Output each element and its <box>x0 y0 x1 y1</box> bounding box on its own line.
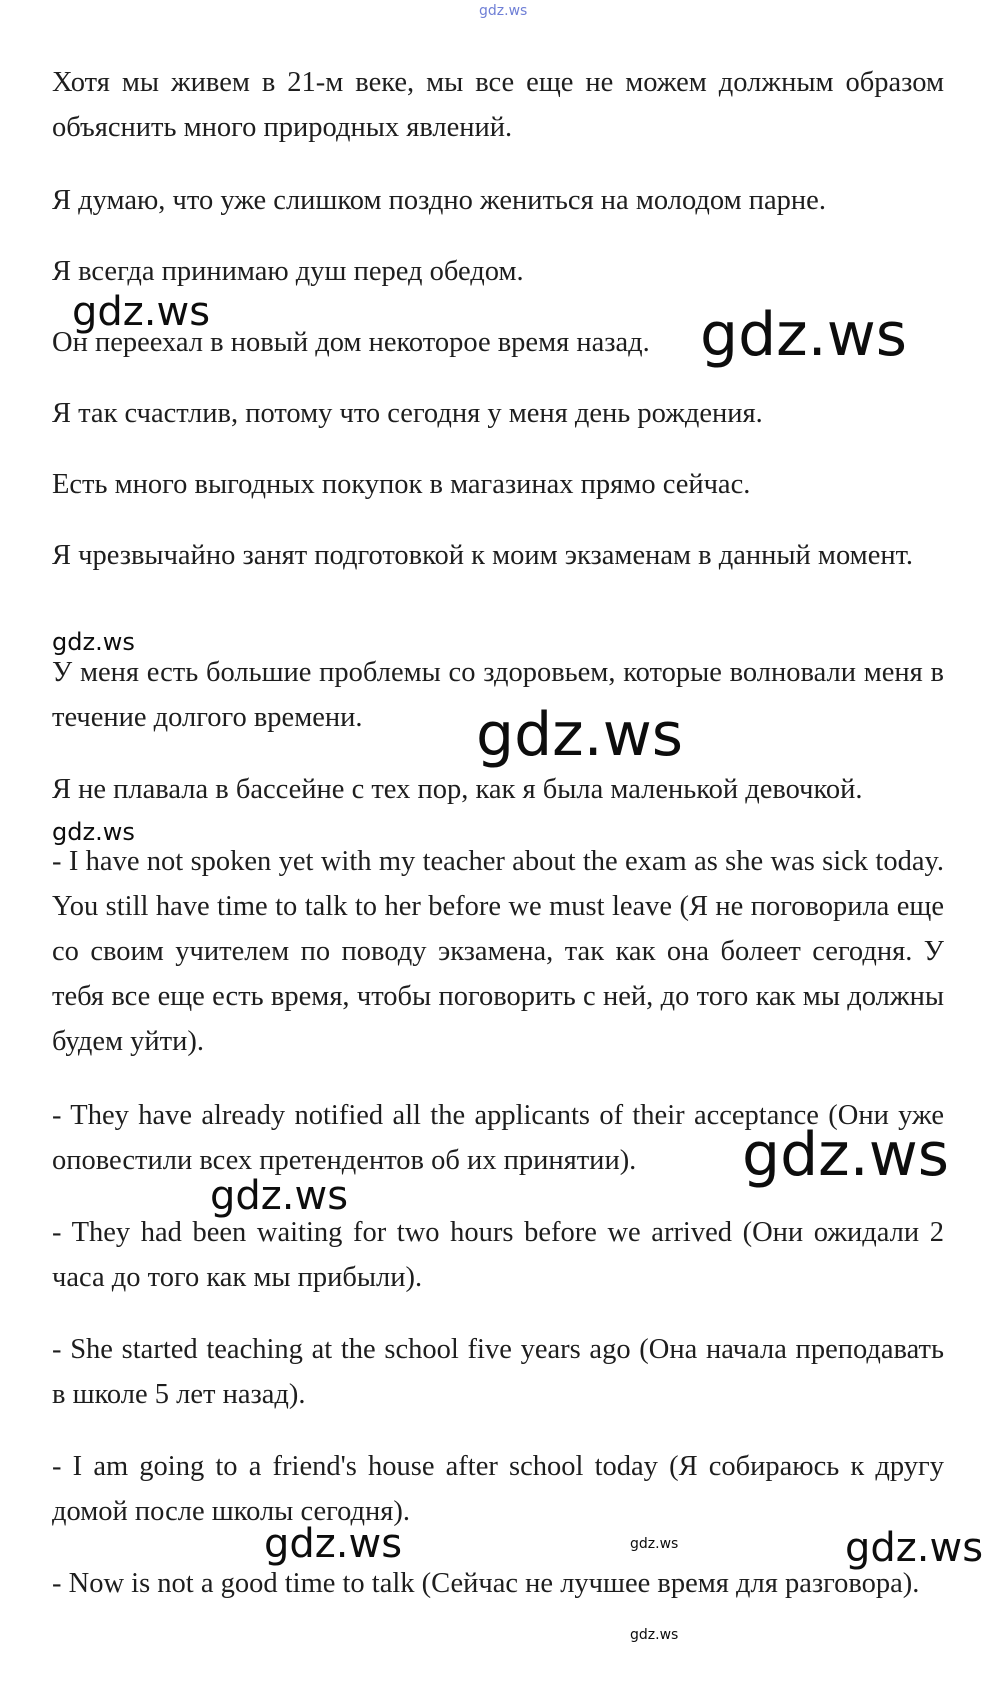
watermark: gdz.ws <box>264 1521 403 1567</box>
watermark: gdz.ws <box>742 1120 950 1190</box>
watermark: gdz.ws <box>52 628 135 656</box>
watermark: gdz.ws <box>700 300 908 370</box>
paragraph-11: - They have already notified all the applicants of their acceptance (Они уже оповестили всех претендентов об их принятии). <box>52 1100 944 1176</box>
paragraph-4: Он переехал в новый дом некоторое время назад. <box>52 327 650 358</box>
paragraph-10: - I have not spoken yet with my teacher about the exam as she was sick today. You still have time to talk to her before we must leave (Я не поговорила еще со своим учителем по поводу экзамена, так как она болеет сегодня. У тебя все еще есть время, чтобы поговорить с ней, до того как мы должны будем уйти). <box>52 846 944 1057</box>
paragraph-1: Хотя мы живем в 21-м веке, мы все еще не можем должным образом объяснить много природных явлений. <box>52 67 944 143</box>
paragraph-12: - They had been waiting for two hours before we arrived (Они ожидали 2 часа до того как мы прибыли). <box>52 1217 944 1293</box>
paragraph-8: У меня есть большие проблемы со здоровьем, которые волновали меня в течение долгого времени. <box>52 657 944 733</box>
watermark: gdz.ws <box>210 1173 349 1219</box>
paragraph-5: Я так счастлив, потому что сегодня у меня день рождения. <box>52 398 763 429</box>
paragraph-15: - Now is not a good time to talk (Сейчас не лучшее время для разговора). <box>52 1568 920 1599</box>
paragraph-7: Я чрезвычайно занят подготовкой к моим экзаменам в данный момент. <box>52 540 914 571</box>
watermark: gdz.ws <box>630 1536 679 1552</box>
paragraph-14: - I am going to a friend's house after school today (Я собираюсь к другу домой после школы сегодня). <box>52 1451 944 1527</box>
watermark: gdz.ws <box>630 1627 679 1643</box>
paragraph-6: Есть много выгодных покупок в магазинах прямо сейчас. <box>52 469 751 500</box>
watermark: gdz.ws <box>845 1525 984 1571</box>
paragraph-9: Я не плавала в бассейне с тех пор, как я была маленькой девочкой. <box>52 774 863 805</box>
paragraph-2: Я думаю, что уже слишком поздно жениться на молодом парне. <box>52 185 826 216</box>
watermark-top: gdz.ws <box>479 3 528 19</box>
paragraph-13: - She started teaching at the school five years ago (Она начала преподавать в школе 5 лет назад). <box>52 1334 944 1410</box>
watermark: gdz.ws <box>72 289 211 335</box>
watermark: gdz.ws <box>52 818 135 846</box>
watermark: gdz.ws <box>476 700 684 770</box>
paragraph-3: Я всегда принимаю душ перед обедом. <box>52 256 524 287</box>
